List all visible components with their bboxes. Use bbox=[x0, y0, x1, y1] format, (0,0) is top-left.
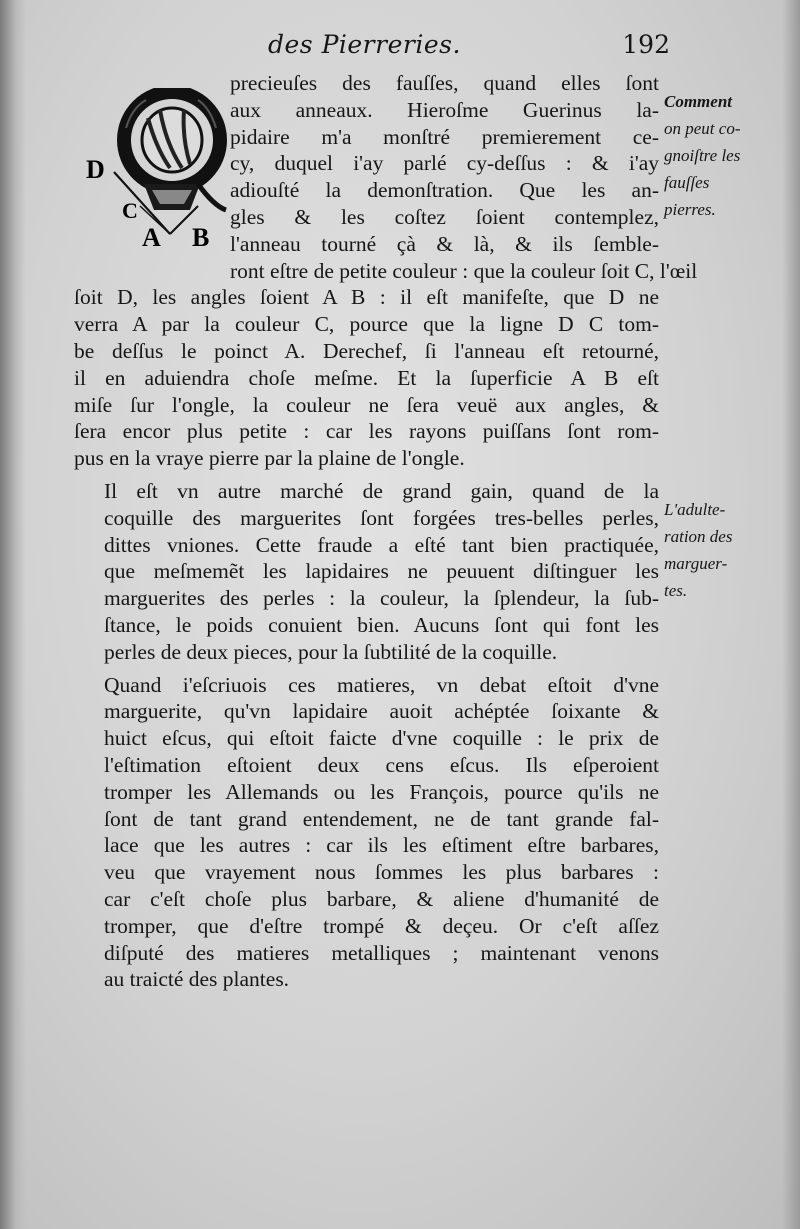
text-line: Il eſt vn autre marché de grand gain, quand de la bbox=[104, 478, 659, 503]
text-line: cy, duquel i'ay parlé cy-deſſus : & i'ay bbox=[230, 151, 659, 176]
text-line: miſe ſur l'ongle, la couleur ne ſera veuë aux angles, & bbox=[74, 392, 659, 417]
text-line: car c'eſt choſe plus barbare, & aliene d'humanité de bbox=[104, 886, 659, 911]
page-gutter-shadow bbox=[0, 0, 26, 1229]
text-line: dittes vniones. Cette fraude a eſté tant bien practiquée, bbox=[104, 532, 659, 557]
text-line: veu que vrayement nous ſommes les plus barbares : bbox=[104, 860, 659, 885]
text-line: marguerite, qu'vn lapidaire auoit achéptée ſoixante & bbox=[104, 699, 659, 724]
text-line: pus en la vraye pierre par la plaine de l'ongle. bbox=[74, 446, 465, 471]
text-line: verra A par la couleur C, pource que la ligne D C tom- bbox=[74, 312, 659, 337]
text-line: ront eſtre de petite couleur : que la couleur ſoit C, l'œil bbox=[230, 258, 698, 283]
text-line: marguerites des perles : la couleur, la ſplendeur, la ſub- bbox=[104, 586, 659, 611]
text-line: que meſmemẽt les lapidaires ne peuuent diſtinguer les bbox=[104, 559, 659, 584]
text-line: aux anneaux. Hieroſme Guerinus la- bbox=[230, 97, 659, 122]
text-line: l'eſtimation eſtoient deux cens eſcus. Ils eſperoient bbox=[104, 752, 659, 777]
text-line: huict eſcus, qui eſtoit faicte d'vne coquille : le prix de bbox=[104, 726, 659, 751]
page-header bbox=[250, 30, 670, 66]
text-line: ſont de tant grand entendement, ne de tant grande fal- bbox=[104, 806, 659, 831]
text-line: ſera encor plus petite : car les rayons puiſſans ſont rom- bbox=[74, 419, 659, 444]
diagram-label-a: A bbox=[142, 223, 161, 252]
running-head: des Pierreries. bbox=[268, 30, 461, 59]
margin-note-line: L'adulte- bbox=[664, 500, 726, 519]
text-line: diſputé des matieres metalliques ; maintenant venons bbox=[104, 940, 659, 965]
margin-note-line: pierres. bbox=[664, 200, 716, 219]
text-line: be deſſus le poinct A. Derechef, ſi l'anneau eſt retourné, bbox=[74, 338, 659, 363]
text-line: lace que les autres : car ils les eſtiment eſtre barbares, bbox=[104, 833, 659, 858]
text-line: ſoit D, les angles ſoient A B : il eſt manifeſte, que D ne bbox=[74, 285, 659, 310]
margin-note-line: gnoiſtre les bbox=[664, 146, 741, 165]
margin-note-line: on peut co- bbox=[664, 119, 741, 138]
paragraph-3 bbox=[74, 672, 659, 994]
initial-space bbox=[70, 70, 230, 266]
text-line: precieuſes des fauſſes, quand elles ſont bbox=[230, 71, 659, 95]
margin-note-adulteration bbox=[664, 496, 774, 604]
text-line: adiouſté la demonſtration. Que les an- bbox=[230, 178, 659, 203]
text-line: tromper, que d'eſtre trompé & deçeu. Or c'eſt aſſez bbox=[104, 913, 659, 938]
page-number: 192 bbox=[622, 30, 670, 59]
diagram-label-b: B bbox=[192, 223, 210, 252]
diagram-label-d: D bbox=[86, 155, 105, 184]
text-line: gles & les coſtez ſoient contemplez, bbox=[230, 204, 659, 229]
text-line: ſtance, le poids conuient bien. Aucuns ſont qui font les bbox=[104, 612, 659, 637]
margin-note-comment bbox=[664, 88, 774, 223]
text-line: coquille des marguerites ſont forgées tres-belles perles, bbox=[104, 505, 659, 530]
text-line: pidaire m'a monſtré premierement ce- bbox=[230, 124, 659, 149]
text-line: Quand i'eſcriuois ces matieres, vn debat eſtoit d'vne bbox=[104, 672, 659, 697]
text-line: perles de deux pieces, pour la ſubtilité de la coquille. bbox=[104, 639, 558, 664]
margin-note-line: Comment bbox=[664, 92, 733, 111]
margin-note-line: tes. bbox=[664, 581, 688, 600]
text-line: au traicté des plantes. bbox=[104, 967, 290, 992]
paragraph-2 bbox=[74, 478, 659, 666]
text-line: tromper les Allemands ou les François, pource qu'ils ne bbox=[104, 779, 659, 804]
text-line: l'anneau tourné çà & là, & ils ſemble- bbox=[230, 231, 659, 256]
margin-note-line: fauſſes bbox=[664, 173, 710, 192]
margin-note-line: marguer- bbox=[664, 554, 728, 573]
diagram-label-c: C bbox=[122, 198, 138, 223]
margin-note-line: ration des bbox=[664, 527, 733, 546]
page-edge-shadow bbox=[782, 0, 800, 1229]
text-line: il en aduiendra choſe meſme. Et la ſuperficie A B eſt bbox=[74, 365, 659, 390]
